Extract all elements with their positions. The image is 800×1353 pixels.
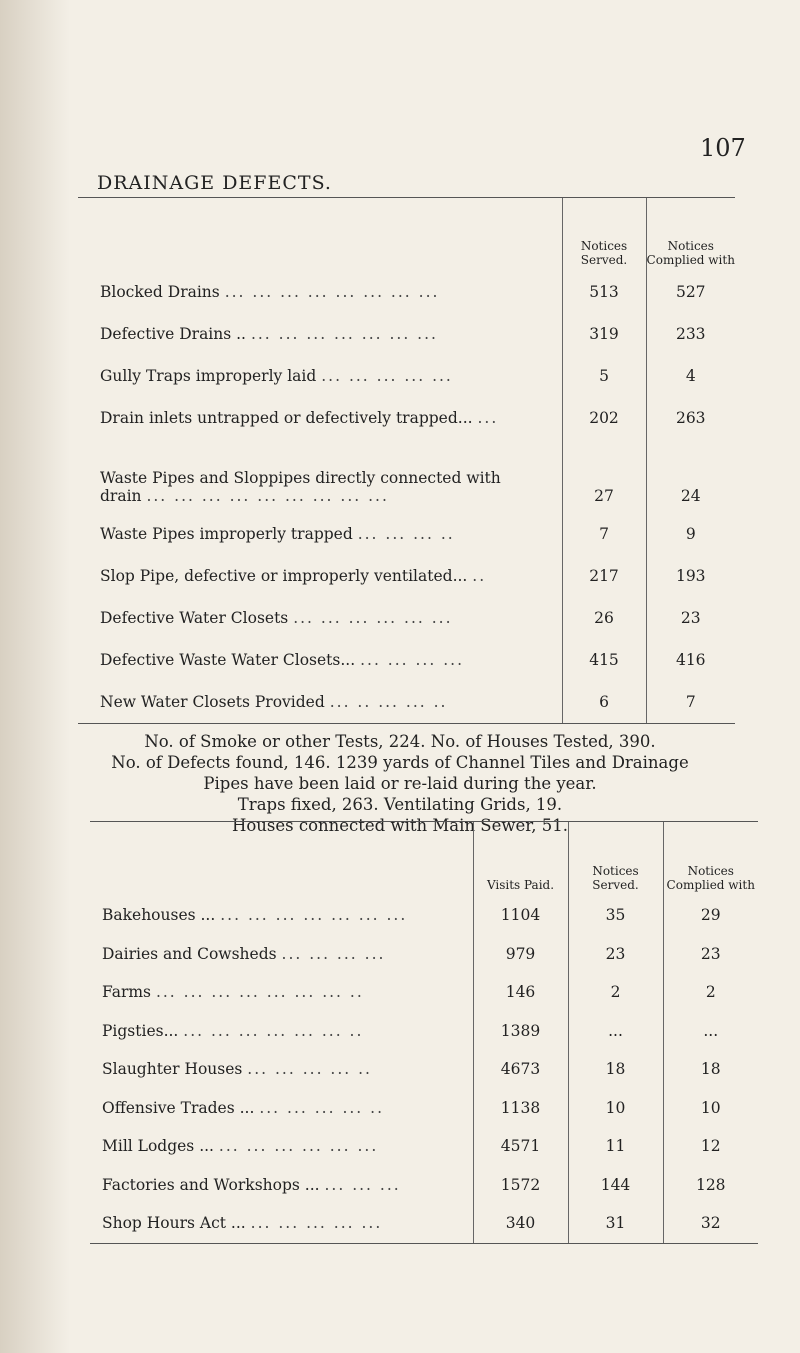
notes-line: Traps fixed, 263. Ventilating Grids, 19. — [237, 795, 563, 814]
notices-complied-cell: ... — [663, 1012, 758, 1051]
notices-complied-cell: 32 — [663, 1204, 758, 1243]
notices-served-cell: 10 — [568, 1089, 663, 1128]
row-label-text: Blocked Drains — [100, 283, 220, 301]
table-row — [90, 1204, 758, 1243]
table-row — [78, 597, 735, 639]
leader-dots: ... — [477, 409, 499, 427]
notices-served-cell: 415 — [562, 639, 646, 681]
visits-paid-cell: 1572 — [473, 1166, 568, 1205]
notices-served-cell: 35 — [568, 896, 663, 935]
notices-served-cell: ... — [568, 1012, 663, 1051]
row-label — [90, 935, 473, 974]
table-header-row — [78, 198, 735, 272]
notices-complied-cell: 10 — [663, 1089, 758, 1128]
row-label — [78, 439, 562, 513]
row-label-text: Waste Pipes improperly trapped — [100, 525, 353, 543]
table-row — [78, 313, 735, 355]
row-label-text: Drain inlets untrapped or defectively trapped... — [100, 409, 473, 427]
notices-served-cell: 6 — [562, 681, 646, 724]
table-row — [78, 513, 735, 555]
notices-complied-cell: 29 — [663, 896, 758, 935]
table-row — [78, 681, 735, 724]
notices-served-cell: 7 — [562, 513, 646, 555]
leader-dots: ... ... ... .. — [357, 525, 455, 543]
row-label-text: Farms — [102, 983, 152, 1002]
drainage-defects-table — [78, 197, 735, 724]
leader-dots: ... ... ... ... ... ... ... — [220, 906, 408, 925]
inspections-table — [90, 821, 758, 1244]
table-header-row — [90, 822, 758, 897]
visits-paid-cell: 1389 — [473, 1012, 568, 1051]
row-label — [78, 313, 562, 355]
notices-complied-cell: 263 — [646, 397, 735, 439]
notes-line: Houses connected with Main Sewer, 51. — [231, 816, 569, 835]
notices-complied-cell: 416 — [646, 639, 735, 681]
visits-paid-cell: 340 — [473, 1204, 568, 1243]
row-label — [90, 896, 473, 935]
row-label — [90, 1204, 473, 1243]
header-notices-served: Notices Served. — [568, 822, 663, 897]
notes-line: No. of Smoke or other Tests, 224. No. of Houses Tested, 390. — [144, 732, 656, 751]
row-label-text: New Water Closets Provided — [100, 693, 325, 711]
leader-dots: ... ... ... ... ... ... .. — [183, 1021, 364, 1040]
row-label — [78, 555, 562, 597]
notices-served-cell: 319 — [562, 313, 646, 355]
notices-served-cell: 26 — [562, 597, 646, 639]
header-visits-paid: Visits Paid. — [473, 822, 568, 897]
table-row — [78, 555, 735, 597]
notices-served-cell: 27 — [562, 439, 646, 513]
row-label — [78, 271, 562, 313]
leader-dots: ... .. ... ... .. — [329, 693, 448, 711]
row-label-text: Slaughter Houses — [102, 1060, 243, 1079]
row-label — [78, 681, 562, 724]
row-label — [78, 639, 562, 681]
leader-dots: ... ... ... ... ... ... ... ... — [224, 283, 440, 301]
header-notices-complied: Notices Complied with — [646, 198, 735, 272]
page-edge-shadow — [0, 0, 70, 1353]
table-row — [78, 355, 735, 397]
notices-complied-cell: 23 — [663, 935, 758, 974]
row-label-text: Defective Water Closets — [100, 609, 289, 627]
notices-complied-cell: 4 — [646, 355, 735, 397]
notices-served-cell: 5 — [562, 355, 646, 397]
page-number: 107 — [700, 134, 746, 162]
notices-complied-cell: 12 — [663, 1127, 758, 1166]
page-heading: DRAINAGE DEFECTS. — [97, 172, 332, 194]
row-label-text: Mill Lodges ... — [102, 1137, 214, 1156]
notices-served-cell: 11 — [568, 1127, 663, 1166]
leader-dots: ... ... ... ... ... — [321, 367, 453, 385]
notices-complied-cell: 193 — [646, 555, 735, 597]
table-row — [90, 973, 758, 1012]
table-row — [90, 1050, 758, 1089]
row-label-text: Gully Traps improperly laid — [100, 367, 317, 385]
notes-line: Pipes have been laid or re-laid during the year. — [203, 774, 597, 793]
notices-complied-cell: 233 — [646, 313, 735, 355]
visits-paid-cell: 979 — [473, 935, 568, 974]
row-label-text: Shop Hours Act ... — [102, 1214, 246, 1233]
notices-served-cell: 31 — [568, 1204, 663, 1243]
notices-complied-cell: 24 — [646, 439, 735, 513]
notices-complied-cell: 527 — [646, 271, 735, 313]
row-label-text: Defective Waste Water Closets... — [100, 651, 356, 669]
leader-dots: ... ... ... ... ... ... ... ... ... — [146, 487, 389, 505]
notices-served-cell: 23 — [568, 935, 663, 974]
notices-served-cell: 202 — [562, 397, 646, 439]
notices-complied-cell: 128 — [663, 1166, 758, 1205]
leader-dots: ... ... ... ... .. — [259, 1098, 385, 1117]
notices-served-cell: 513 — [562, 271, 646, 313]
row-label — [90, 1050, 473, 1089]
leader-dots: .. — [472, 567, 487, 585]
notices-served-cell: 18 — [568, 1050, 663, 1089]
leader-dots: ... ... ... ... ... — [250, 1214, 383, 1233]
leader-dots: ... ... ... ... .. — [247, 1060, 372, 1079]
leader-dots: ... ... ... ... — [281, 944, 386, 963]
notices-complied-cell: 9 — [646, 513, 735, 555]
leader-dots: ... ... ... ... ... ... ... .. — [155, 983, 364, 1002]
row-label — [78, 513, 562, 555]
table-row — [90, 896, 758, 935]
table-row — [90, 1012, 758, 1051]
row-label — [78, 597, 562, 639]
table-row — [90, 935, 758, 974]
header-blank — [78, 198, 562, 272]
row-label-text: Offensive Trades ... — [102, 1098, 255, 1117]
row-label — [90, 1012, 473, 1051]
visits-paid-cell: 1104 — [473, 896, 568, 935]
notices-complied-cell: 23 — [646, 597, 735, 639]
leader-dots: ... ... ... ... — [360, 651, 464, 669]
notices-complied-cell: 18 — [663, 1050, 758, 1089]
table-row — [78, 439, 735, 513]
row-label — [90, 973, 473, 1012]
table-row — [90, 1089, 758, 1128]
header-notices-complied: Notices Complied with — [663, 822, 758, 897]
table-row — [90, 1166, 758, 1205]
row-label-text: Waste Pipes and Sloppipes directly connected with — [100, 469, 501, 487]
notices-complied-cell: 7 — [646, 681, 735, 724]
visits-paid-cell: 4571 — [473, 1127, 568, 1166]
row-label — [90, 1127, 473, 1166]
row-label-text: Factories and Workshops ... — [102, 1175, 320, 1194]
row-label-text: Dairies and Cowsheds — [102, 944, 277, 963]
row-label-text: Pigsties... — [102, 1021, 179, 1040]
visits-paid-cell: 1138 — [473, 1089, 568, 1128]
row-label — [90, 1089, 473, 1128]
table-row — [90, 1127, 758, 1166]
row-label-text: Defective Drains .. — [100, 325, 246, 343]
row-label-text: Slop Pipe, defective or improperly ventilated... — [100, 567, 468, 585]
header-notices-served: Notices Served. — [562, 198, 646, 272]
leader-dots: ... ... ... ... ... ... — [218, 1137, 379, 1156]
header-blank — [90, 822, 473, 897]
row-label-text: Bakehouses ... — [102, 906, 216, 925]
table-row — [78, 397, 735, 439]
notices-served-cell: 217 — [562, 555, 646, 597]
table-row — [78, 639, 735, 681]
row-label-continuation: drain — [100, 487, 142, 505]
row-label — [78, 397, 562, 439]
row-label — [78, 355, 562, 397]
notices-complied-cell: 2 — [663, 973, 758, 1012]
table-row — [78, 271, 735, 313]
notices-served-cell: 2 — [568, 973, 663, 1012]
leader-dots: ... ... ... — [324, 1175, 401, 1194]
leader-dots: ... ... ... ... ... ... ... — [250, 325, 438, 343]
visits-paid-cell: 4673 — [473, 1050, 568, 1089]
leader-dots: ... ... ... ... ... ... — [293, 609, 453, 627]
visits-paid-cell: 146 — [473, 973, 568, 1012]
notes-line: No. of Defects found, 146. 1239 yards of Channel Tiles and Drainage — [111, 753, 689, 772]
row-label — [90, 1166, 473, 1205]
notices-served-cell: 144 — [568, 1166, 663, 1205]
